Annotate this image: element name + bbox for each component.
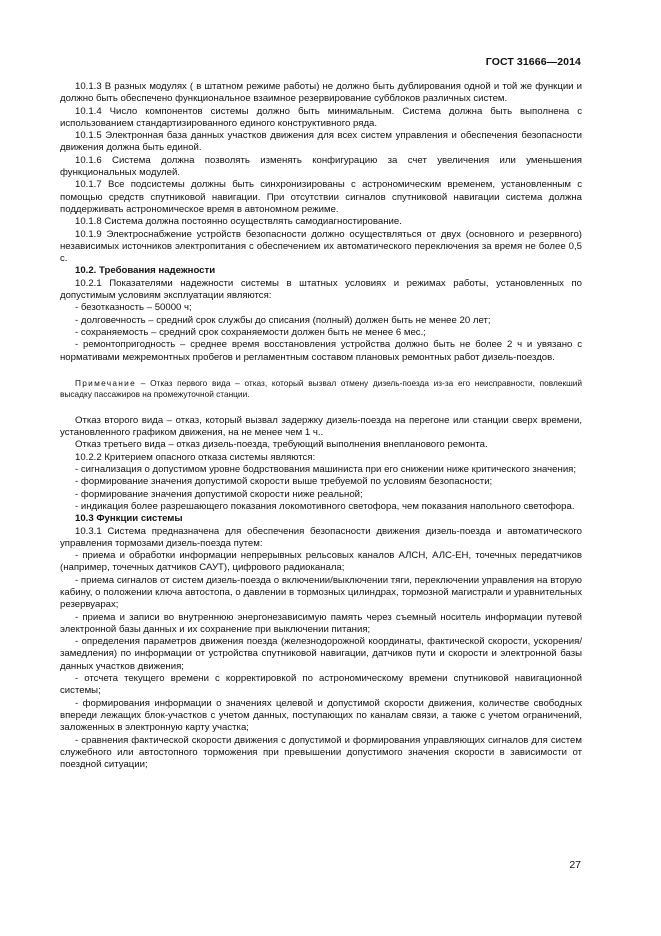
list-item: - сравнения фактической скорости движения с допустимой и формирования управляющих сигналов для систем служебного или автостопного торможения при превышении допустимого значения скорости в зависимости от поездной ситуации; bbox=[60, 734, 582, 771]
section-heading: 10.2. Требования надежности bbox=[75, 265, 216, 277]
paragraph: 10.2.1 Показателями надежности системы в штатных условиях и режимах работы, установленных по допустимым условиям эксплуатации являются: bbox=[60, 277, 582, 302]
section-heading: 10.3 Функции системы bbox=[75, 513, 183, 525]
list-item: - формирование значения допустимой скорости ниже реальной; bbox=[75, 488, 363, 500]
list-item: - формирование значения допустимой скорости выше требуемой по условиям безопасности; bbox=[75, 476, 493, 488]
list-item: - безотказность – 50000 ч; bbox=[75, 302, 192, 314]
list-item: - сигнализация о допустимом уровне бодрствования машиниста при его снижении ниже критического значения; bbox=[75, 464, 577, 476]
paragraph: Отказ третьего вида – отказ дизель-поезда, требующий выполнения внепланового ремонта. bbox=[75, 439, 488, 451]
paragraph: 10.1.5 Электронная база данных участков движения для всех систем управления и обеспечения безопасности движения должна быть единой. bbox=[60, 130, 582, 154]
paragraph: 10.1.9 Электроснабжение устройств безопасности должно осуществляться от двух (основного и резервного) независимых источников электропитания с обеспечением их автоматического переключения за время не более 0,5 с. bbox=[60, 228, 582, 265]
document-body bbox=[60, 81, 582, 771]
list-item: - ремонтопригодность – среднее время восстановления устройства должно быть не более 2 ч и увязано с нормативами межремонтных пробегов и регламентным составом плановых ремонтных работ дизель-поездов. bbox=[60, 339, 582, 363]
note bbox=[60, 378, 582, 401]
list-item: - приема и записи во внутреннюю энергонезависимую память через съемный носитель информации путевой электронной базы данных и их сохранение при выключении питания; bbox=[60, 611, 582, 635]
paragraph: 10.1.4 Число компонентов системы должно быть минимальным. Система должна быть выполнена с использованием стандартизированного единого конструктивного ряда. bbox=[60, 105, 582, 129]
list-item: - индикация более разрешающего показания локомотивного светофора, чем показания напольного светофора. bbox=[75, 500, 575, 512]
list-item: - приема и обработки информации непрерывных рельсовых каналов АЛСН, АЛС-ЕН, точечных передатчиков (например, точечных датчиков САУТ), цифрового радиоканала; bbox=[60, 550, 582, 574]
standard-header: ГОСТ 31666—2014 bbox=[485, 56, 581, 68]
paragraph: 10.1.7 Все подсистемы должны быть синхронизированы с астрономическим временем, установленным с помощью средств спутниковой навигации. При отсутствии сигналов спутниковой навигации система должна поддерживать астрономическое время в автономном режиме. bbox=[60, 179, 582, 215]
paragraph: 10.1.6 Система должна позволять изменять конфигурацию за счет увеличения или уменьшения функциональных модулей. bbox=[60, 154, 582, 179]
list-item: - сохраняемость – средний срок сохраняемости должен быть не менее 6 мес.; bbox=[75, 326, 426, 338]
list-item: - определения параметров движения поезда (железнодорожной координаты, фактической скорости, ускорения/замедления) по информации от устройства спутниковой навигации, датчиков пути и скорости и электронной базы данных участков движения; bbox=[60, 636, 582, 672]
list-item: - отсчета текущего времени с корректировкой по астрономическому времени спутниковой навигационной системы; bbox=[60, 673, 582, 697]
paragraph: 10.2.2 Критерием опасного отказа системы являются: bbox=[75, 451, 316, 463]
note-label: Примечание bbox=[75, 377, 137, 388]
list-item: - приема сигналов от систем дизель-поезда о включении/выключении тяги, переключении управления на вторую кабину, о положении ключа автостопа, о давлении в тормозных цилиндрах, тормозной магистрали и уравнительных резервуарах; bbox=[60, 574, 582, 611]
page-number: 27 bbox=[569, 859, 581, 871]
paragraph: 10.1.8 Система должна постоянно осуществлять самодиагностирование. bbox=[75, 216, 402, 228]
paragraph: 10.1.3 В разных модулях ( в штатном режиме работы) не должно быть дублирования одной и той же функции и должно быть обеспечено функциональное взаимное резервирование субблоков различных систем. bbox=[60, 81, 582, 105]
paragraph: Отказ второго вида – отказ, который вызвал задержку дизель-поезда на перегоне или станции сверх времени, установленного графиком движения, на не менее чем 1 ч.. bbox=[60, 414, 582, 439]
note-dash: – bbox=[136, 377, 151, 388]
note-text: Отказ первого вида – отказ, который вызвал отмену дизель-поезда из-за его неисправности, повлекший высадку пассажиров на промежуточной станции. bbox=[60, 377, 582, 400]
list-item: - формирования информации о значениях целевой и допустимой скорости движения, количестве свободных впереди лежащих блок-участков с учетом данных, поступающих по каналам связи, а также с учетом ограничений, заложенных в электронную карту участка; bbox=[60, 697, 582, 734]
paragraph: 10.3.1 Система предназначена для обеспечения безопасности движения дизель-поезда и автоматического управления тормозами дизель-поезда путем: bbox=[60, 525, 582, 549]
list-item: - долговечность – средний срок службы до списания (полный) должен быть не менее 20 лет; bbox=[75, 314, 491, 326]
